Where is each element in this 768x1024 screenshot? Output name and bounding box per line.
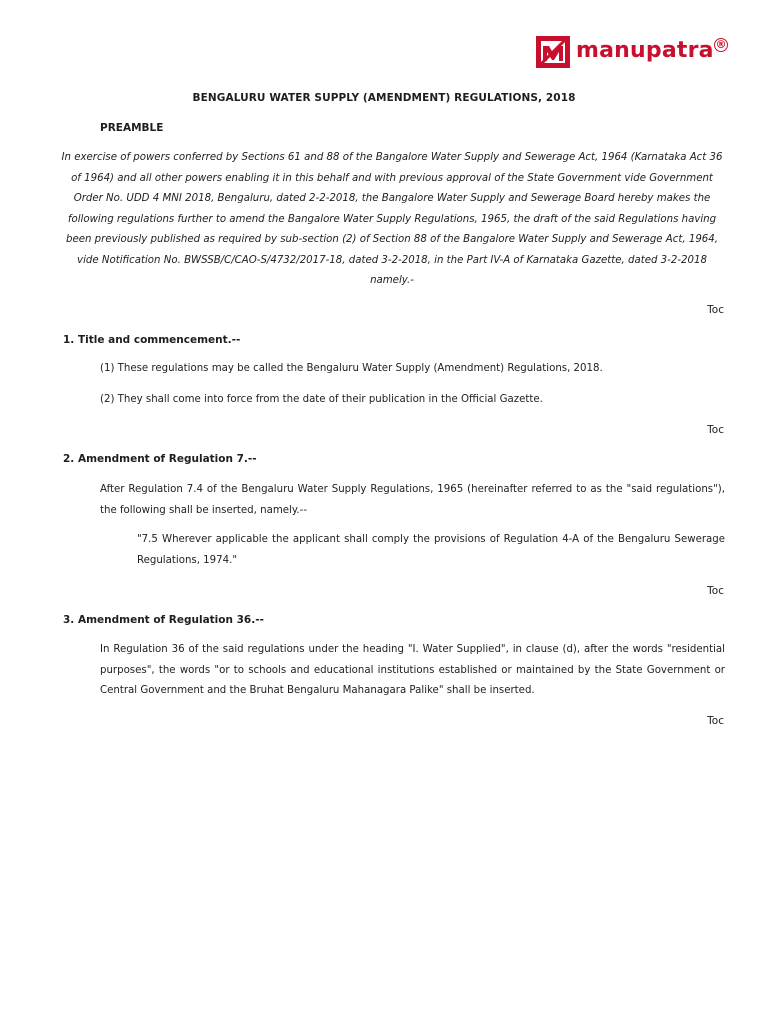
section-3-para-1: In Regulation 36 of the said regulations under the heading "I. Water Supplied", in clause (d), after the words "residential purposes", the words "or to schools and educational institutions established or maintained by the State Government or Central Government and the Bruhat Bengaluru Mahanagara Palike" shall be inserted. xyxy=(100,644,725,696)
manupatra-logo xyxy=(536,36,732,70)
toc-link[interactable]: Toc xyxy=(707,304,724,316)
section-2-para-1: After Regulation 7.4 of the Bengaluru Water Supply Regulations, 1965 (hereinafter referred to as the "said regulations"), the following shall be inserted, namely.-- xyxy=(100,484,725,516)
section-3-heading: 3. Amendment of Regulation 36.-- xyxy=(63,614,264,626)
preamble-heading: PREAMBLE xyxy=(100,122,164,134)
section-1-heading: 1. Title and commencement.-- xyxy=(63,334,241,346)
section-2-para-2: "7.5 Wherever applicable the applicant shall comply the provisions of Regulation 4-A of the Bengaluru Sewerage Regulations, 1974." xyxy=(137,534,725,566)
section-1-para-2: (2) They shall come into force from the date of their publication in the Official Gazette. xyxy=(100,394,543,405)
toc-link[interactable]: Toc xyxy=(707,424,724,436)
document-title: BENGALURU WATER SUPPLY (AMENDMENT) REGULATIONS, 2018 xyxy=(192,92,576,104)
section-2-heading: 2. Amendment of Regulation 7.-- xyxy=(63,453,257,465)
toc-link[interactable]: Toc xyxy=(707,585,724,597)
preamble-text: In exercise of powers conferred by Sections 61 and 88 of the Bangalore Water Supply and Sewerage Act, 1964 (Karnataka Act 36 of 1964) and all other powers enabling it in this behalf and with previous approval of the State Government vide Government Order No. UDD 4 MNI 2018, Bengaluru, dated 2-2-2018, the Bangalore Water Supply and Sewerage Board hereby makes the following regulations further to amend the Bangalore Water Supply Regulations, 1965, the draft of the said Regulations having been previously published as required by sub-section (2) of Section 88 of the Bangalore Water Supply and Sewerage Act, 1964, vide Notification No. BWSSB/C/CAO-S/4732/2017-18, dated 3-2-2018, in the Part IV-A of Karnataka Gazette, dated 3-2-2018 namely.- xyxy=(61,152,723,286)
brand-name: manupatra xyxy=(576,38,714,63)
section-1-para-1: (1) These regulations may be called the Bengaluru Water Supply (Amendment) Regulations, 2018. xyxy=(100,363,603,374)
toc-link[interactable]: Toc xyxy=(707,715,724,727)
manupatra-logo-icon xyxy=(536,36,570,68)
registered-mark: ® xyxy=(715,38,727,51)
